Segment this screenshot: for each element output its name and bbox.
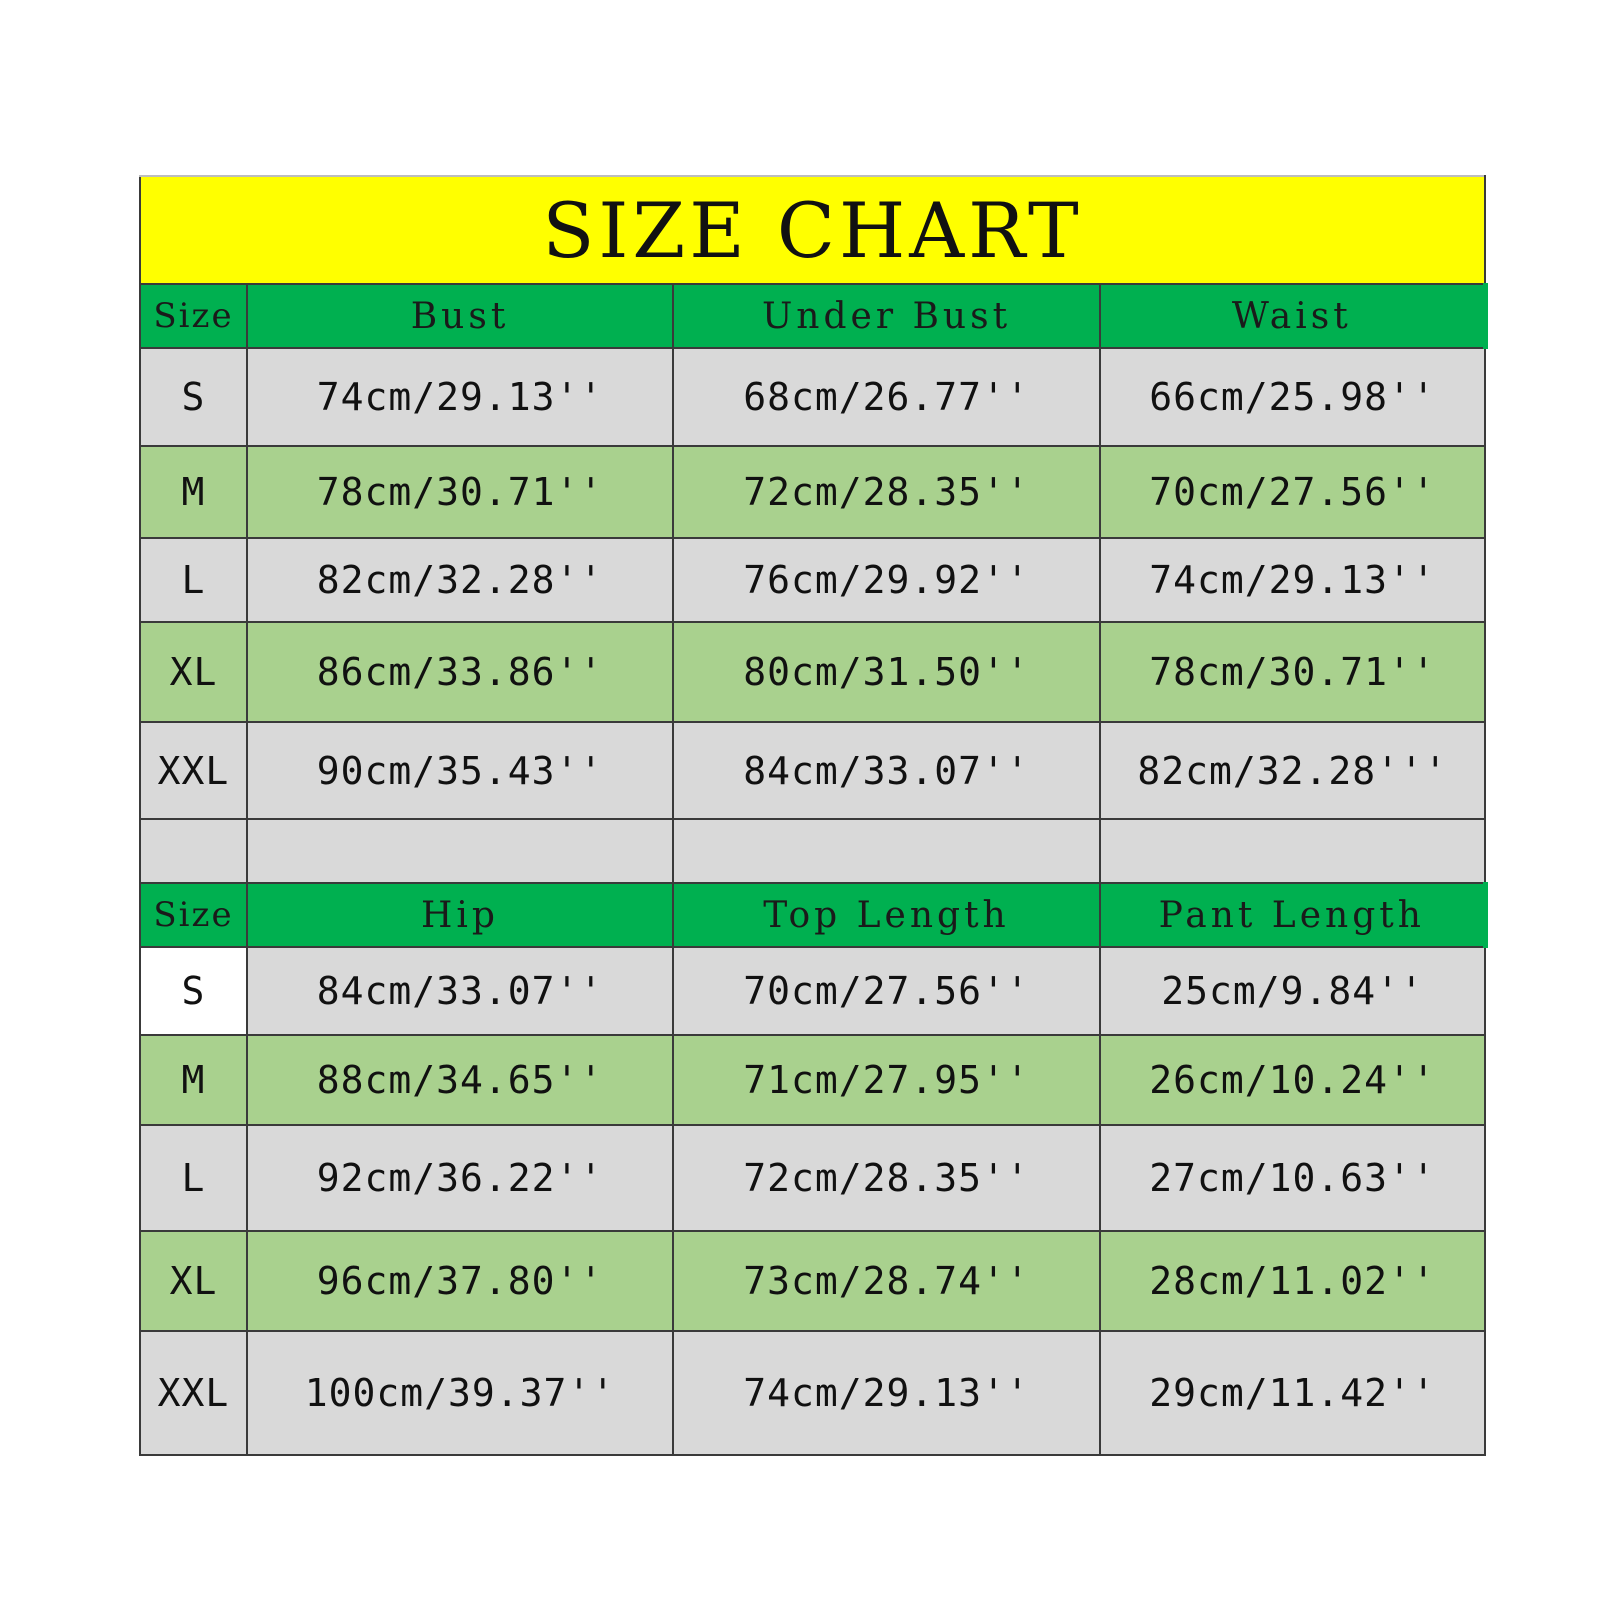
size-cell: M <box>140 1035 247 1125</box>
blank-cell <box>673 819 1100 883</box>
header-row <box>140 883 1485 947</box>
bust-cell: 74cm/29.13'' <box>247 348 673 446</box>
waist-cell: 82cm/32.28''' <box>1100 722 1485 819</box>
under-bust-cell: 84cm/33.07'' <box>673 722 1100 819</box>
pant-length-cell: 25cm/9.84'' <box>1100 947 1485 1035</box>
pant-length-cell: 26cm/10.24'' <box>1100 1035 1485 1125</box>
table-row <box>140 1125 1485 1231</box>
table-row <box>140 348 1485 446</box>
size-cell: L <box>140 1125 247 1231</box>
hip-cell: 92cm/36.22'' <box>247 1125 673 1231</box>
header-row <box>140 284 1485 348</box>
pant-length-cell: 27cm/10.63'' <box>1100 1125 1485 1231</box>
hip-cell: 84cm/33.07'' <box>247 947 673 1035</box>
size-cell: S <box>140 348 247 446</box>
bust-cell: 90cm/35.43'' <box>247 722 673 819</box>
table-row <box>140 722 1485 819</box>
header-cell-size: Size <box>140 883 247 947</box>
table-row <box>140 622 1485 722</box>
blank-cell <box>1100 819 1485 883</box>
table-row <box>140 446 1485 538</box>
bust-cell: 82cm/32.28'' <box>247 538 673 622</box>
under-bust-cell: 80cm/31.50'' <box>673 622 1100 722</box>
blank-cell <box>140 819 247 883</box>
size-cell: L <box>140 538 247 622</box>
bust-cell: 86cm/33.86'' <box>247 622 673 722</box>
table-row <box>140 1035 1485 1125</box>
waist-cell: 78cm/30.71'' <box>1100 622 1485 722</box>
top-length-cell: 70cm/27.56'' <box>673 947 1100 1035</box>
waist-cell: 66cm/25.98'' <box>1100 348 1485 446</box>
table-row <box>140 1331 1485 1455</box>
blank-row <box>140 819 1485 883</box>
size-cell: S <box>140 947 247 1035</box>
header-cell-hip: Hip <box>247 883 673 947</box>
waist-cell: 74cm/29.13'' <box>1100 538 1485 622</box>
size-chart-table <box>139 175 1488 1456</box>
hip-cell: 96cm/37.80'' <box>247 1231 673 1331</box>
hip-cell: 100cm/39.37'' <box>247 1331 673 1455</box>
under-bust-cell: 68cm/26.77'' <box>673 348 1100 446</box>
bust-cell: 78cm/30.71'' <box>247 446 673 538</box>
size-cell: XL <box>140 1231 247 1331</box>
top-length-cell: 73cm/28.74'' <box>673 1231 1100 1331</box>
header-cell-bust: Bust <box>247 284 673 348</box>
blank-cell <box>247 819 673 883</box>
top-length-cell: 71cm/27.95'' <box>673 1035 1100 1125</box>
table-row <box>140 1231 1485 1331</box>
header-cell-size: Size <box>140 284 247 348</box>
table-row <box>140 947 1485 1035</box>
pant-length-cell: 28cm/11.02'' <box>1100 1231 1485 1331</box>
chart-title: SIZE CHART <box>140 176 1485 284</box>
pant-length-cell: 29cm/11.42'' <box>1100 1331 1485 1455</box>
header-cell-under-bust: Under Bust <box>673 284 1100 348</box>
under-bust-cell: 72cm/28.35'' <box>673 446 1100 538</box>
table-row <box>140 538 1485 622</box>
size-cell: XXL <box>140 722 247 819</box>
size-cell: XXL <box>140 1331 247 1455</box>
size-cell: M <box>140 446 247 538</box>
header-cell-pant-length: Pant Length <box>1100 883 1485 947</box>
title-row <box>140 176 1485 284</box>
top-length-cell: 74cm/29.13'' <box>673 1331 1100 1455</box>
size-cell: XL <box>140 622 247 722</box>
waist-cell: 70cm/27.56'' <box>1100 446 1485 538</box>
header-cell-top-length: Top Length <box>673 883 1100 947</box>
under-bust-cell: 76cm/29.92'' <box>673 538 1100 622</box>
hip-cell: 88cm/34.65'' <box>247 1035 673 1125</box>
top-length-cell: 72cm/28.35'' <box>673 1125 1100 1231</box>
header-cell-waist: Waist <box>1100 284 1485 348</box>
